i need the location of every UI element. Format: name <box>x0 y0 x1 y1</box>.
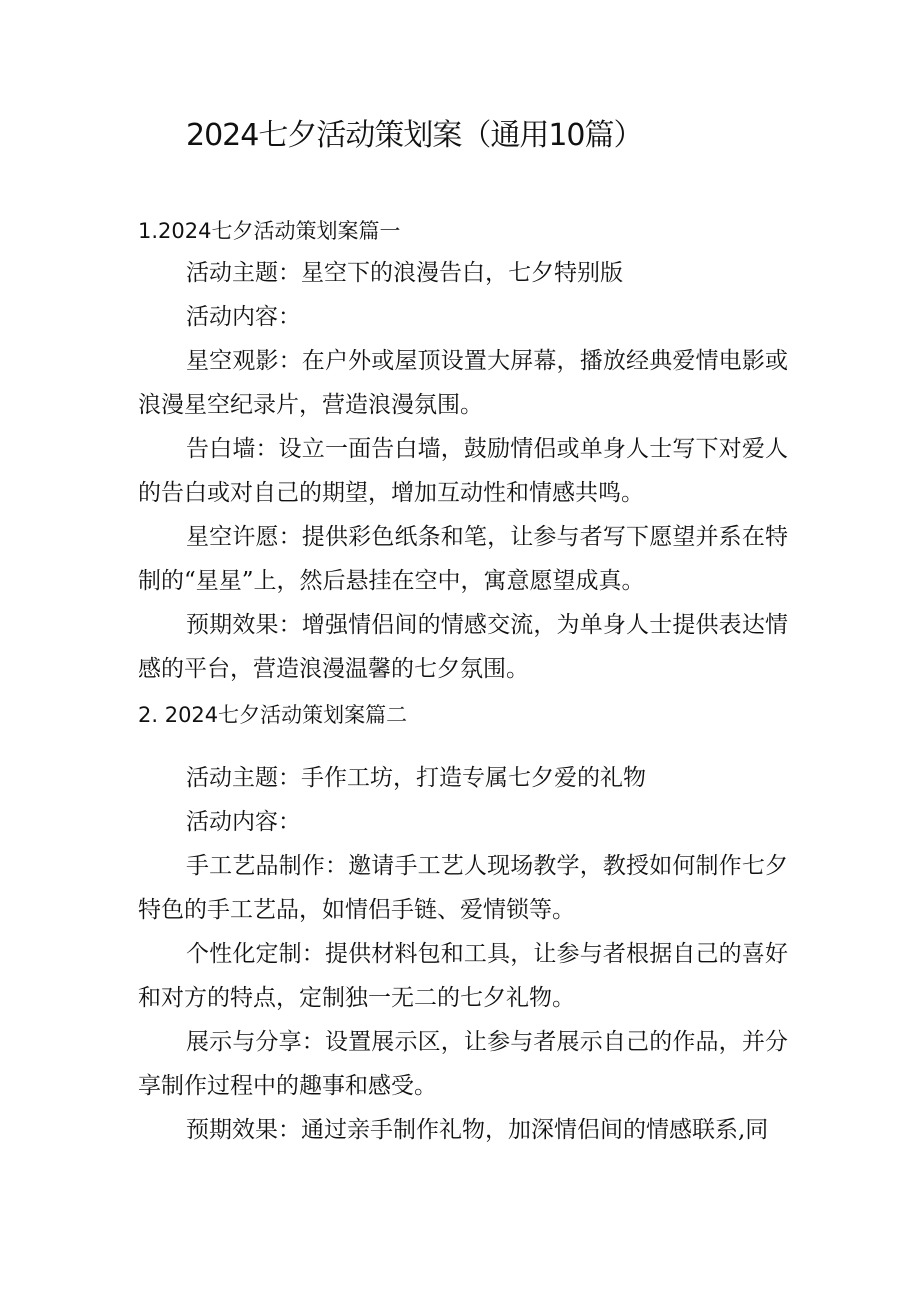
paragraph-theme-1: 活动主题：星空下的浪漫告白，七夕特别版 <box>186 260 623 286</box>
section-heading-2: 2. 2024七夕活动策划案篇二 <box>138 703 408 727</box>
paragraph-content-label-1: 活动内容： <box>186 304 301 330</box>
section-heading-1: 1.2024七夕活动策划案篇一 <box>138 219 401 243</box>
paragraph-customization: 个性化定制：提供材料包和工具，让参与者根据自己的喜好和对方的特点，定制独一无二的七夕礼物。 <box>138 941 788 1011</box>
document-title: 2024七夕活动策划案（通用10篇） <box>186 118 643 153</box>
paragraph-confession-wall: 告白墙：设立一面告白墙，鼓励情侣或单身人士写下对爱人的告白或对自己的期望，增加互动性和情感共鸣。 <box>138 436 788 506</box>
paragraph-expected-effect-1: 预期效果：增强情侣间的情感交流，为单身人士提供表达情感的平台，营造浪漫温馨的七夕氛围。 <box>138 612 788 682</box>
paragraph-handicraft: 手工艺品制作：邀请手工艺人现场教学，教授如何制作七夕特色的手工艺品，如情侣手链、爱情锁等。 <box>138 853 788 923</box>
paragraph-content-label-2: 活动内容： <box>186 809 301 835</box>
paragraph-star-movie: 星空观影：在户外或屋顶设置大屏幕，播放经典爱情电影或浪漫星空纪录片，营造浪漫氛围。 <box>138 348 788 418</box>
paragraph-showcase: 展示与分享：设置展示区，让参与者展示自己的作品，并分享制作过程中的趣事和感受。 <box>138 1029 788 1099</box>
paragraph-star-wish: 星空许愿：提供彩色纸条和笔，让参与者写下愿望并系在特制的“星星”上，然后悬挂在空中，寓意愿望成真。 <box>138 524 788 594</box>
paragraph-expected-effect-2: 预期效果：通过亲手制作礼物，加深情侣间的情感联系,同 <box>186 1117 769 1143</box>
paragraph-theme-2: 活动主题：手作工坊，打造专属七夕爱的礼物 <box>186 765 646 791</box>
